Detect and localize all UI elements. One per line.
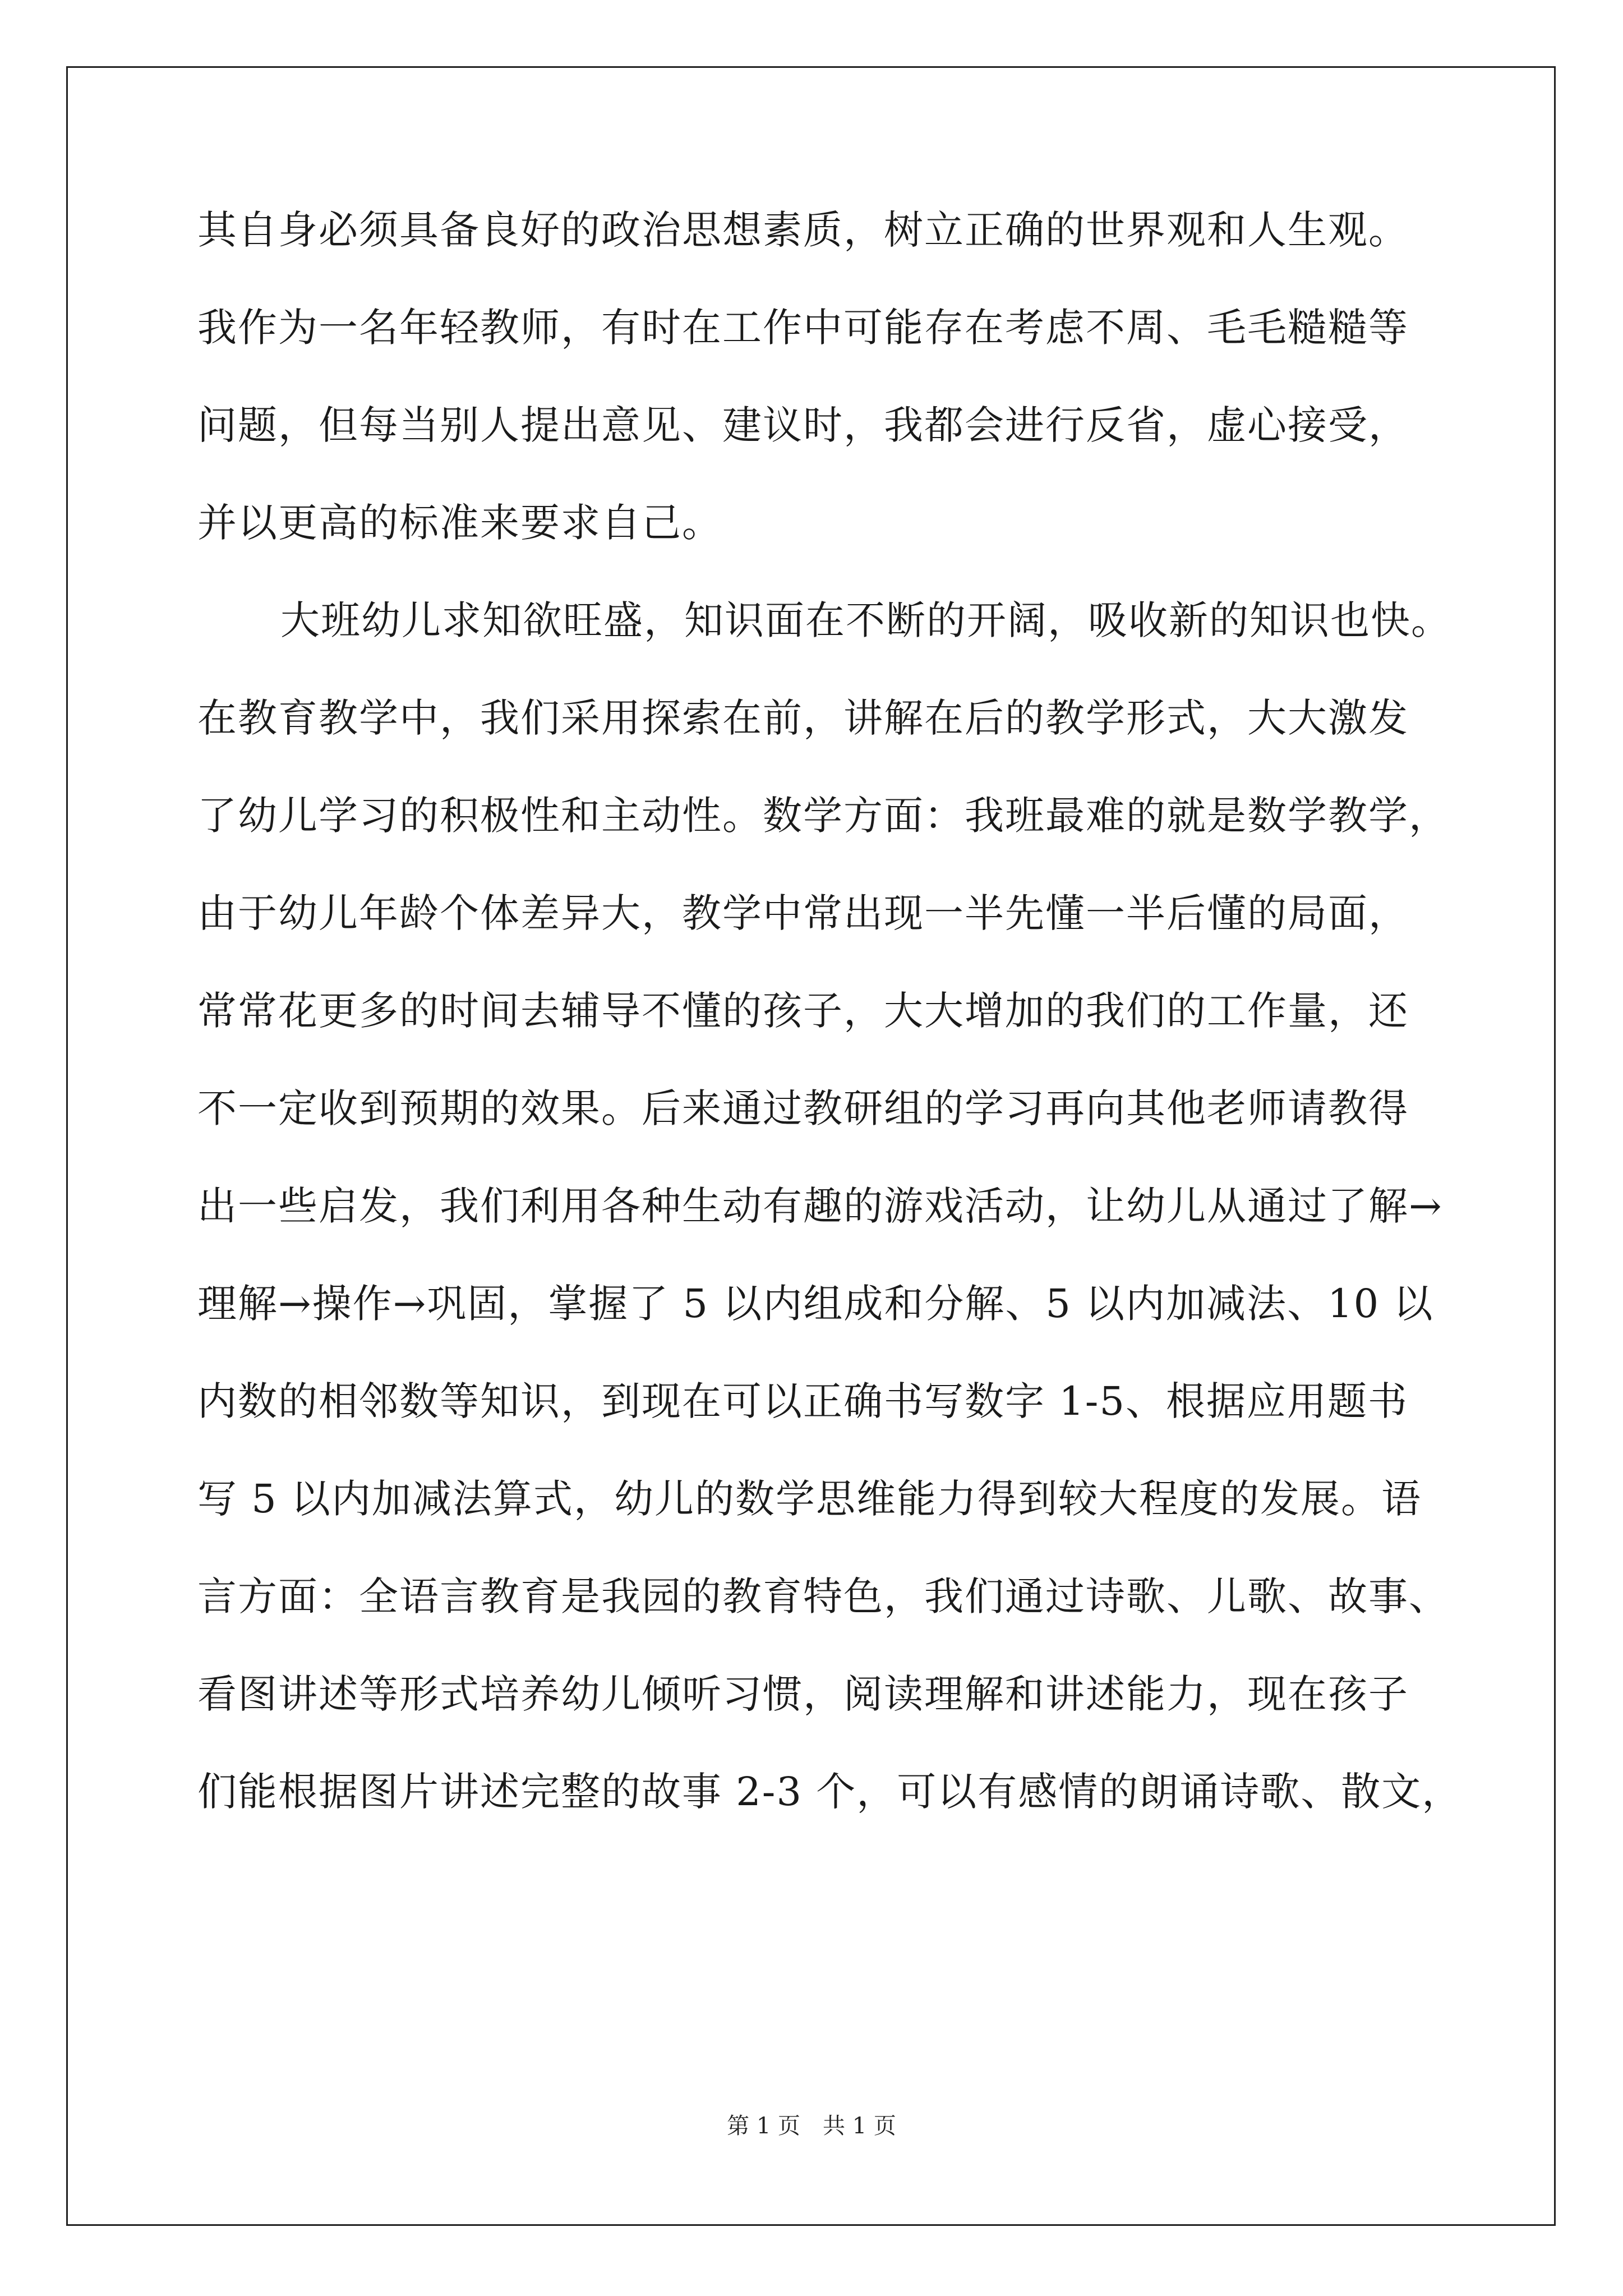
text-line: 们能根据图片讲述完整的故事 2-3 个，可以有感情的朗诵诗歌、散文，	[197, 1769, 1463, 1815]
text-line: 不一定收到预期的效果。后来通过教研组的学习再向其他老师请教得	[197, 1085, 1409, 1131]
page-number-footer: 第 1 页 共 1 页	[727, 2113, 896, 2139]
text-line: 由于幼儿年龄个体差异大，教学中常出现一半先懂一半后懂的局面，	[197, 890, 1409, 936]
text-line: 理解→操作→巩固，掌握了 5 以内组成和分解、5 以内加减法、10 以	[197, 1281, 1434, 1327]
text-line: 出一些启发，我们利用各种生动有趣的游戏活动，让幼儿从通过了解→	[197, 1183, 1443, 1229]
text-line: 了幼儿学习的积极性和主动性。数学方面：我班最难的就是数学教学，	[197, 793, 1449, 839]
text-line: 其自身必须具备良好的政治思想素质，树立正确的世界观和人生观。	[197, 207, 1409, 253]
text-line: 常常花更多的时间去辅导不懂的孩子，大大增加的我们的工作量，还	[197, 988, 1409, 1034]
text-line: 在教育教学中，我们采用探索在前，讲解在后的教学形式，大大激发	[197, 695, 1409, 741]
text-line: 问题，但每当别人提出意见、建议时，我都会进行反省，虚心接受，	[197, 402, 1409, 448]
text-line: 并以更高的标准来要求自己。	[197, 500, 722, 546]
text-line: 我作为一名年轻教师，有时在工作中可能存在考虑不周、毛毛糙糙等	[197, 305, 1409, 351]
paragraph-start-line: 大班幼儿求知欲旺盛，知识面在不断的开阔，吸收新的知识也快。	[280, 597, 1451, 643]
text-line: 言方面：全语言教育是我园的教育特色，我们通过诗歌、儿歌、故事、	[197, 1573, 1449, 1619]
document-body	[197, 207, 1463, 1867]
text-line: 内数的相邻数等知识，到现在可以正确书写数字 1-5、根据应用题书	[197, 1378, 1408, 1424]
text-line: 写 5 以内加减法算式，幼儿的数学思维能力得到较大程度的发展。语	[197, 1476, 1422, 1522]
text-line: 看图讲述等形式培养幼儿倾听习惯，阅读理解和讲述能力，现在孩子	[197, 1671, 1409, 1717]
